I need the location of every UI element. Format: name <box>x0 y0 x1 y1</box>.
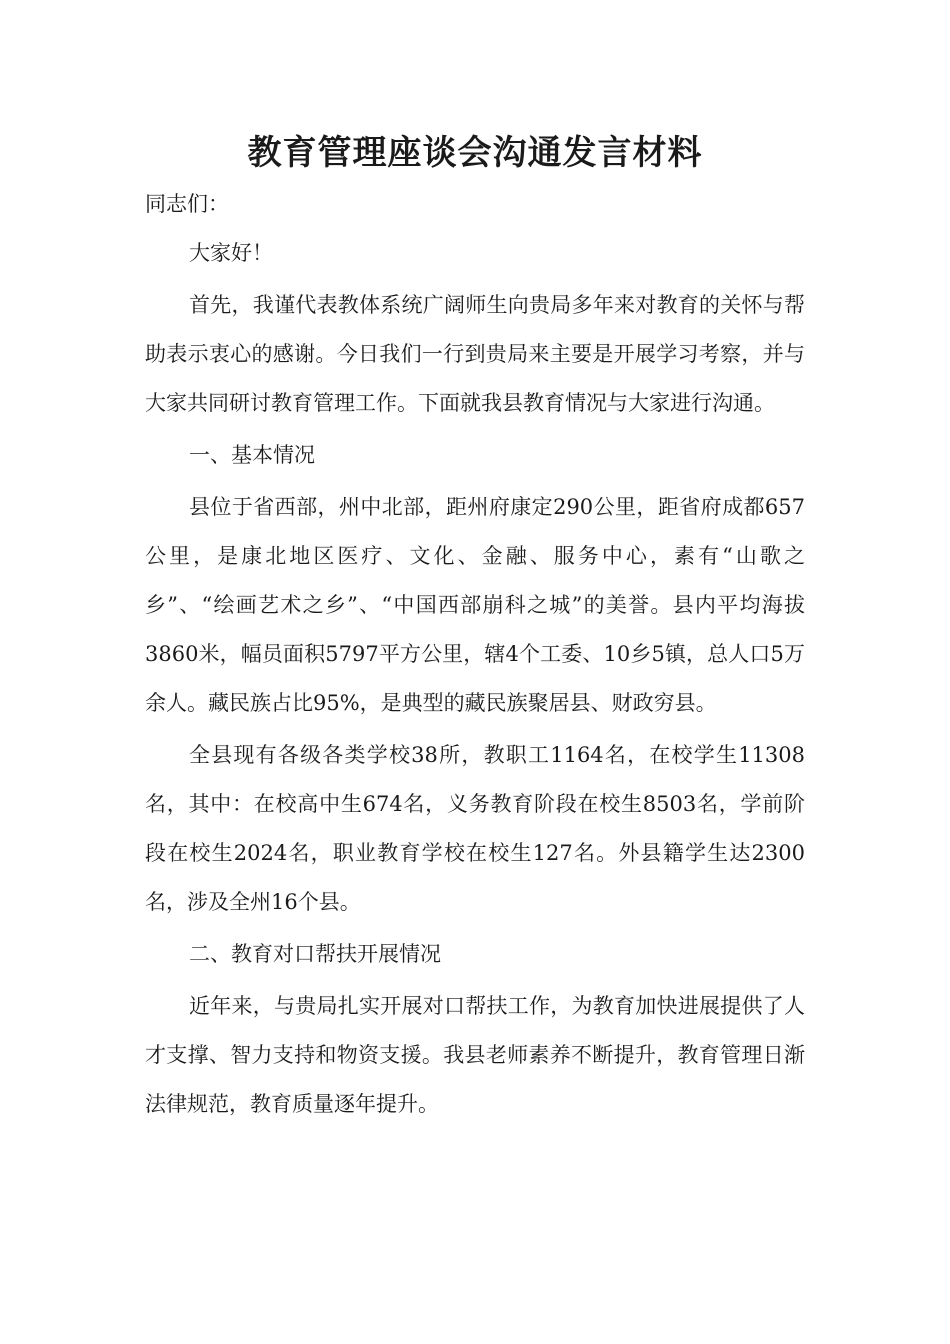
section-heading-basic-situation: 一、基本情况 <box>189 443 315 467</box>
section-heading-assistance: 二、教育对口帮扶开展情况 <box>189 942 441 966</box>
salutation: 同志们： <box>145 192 229 216</box>
assistance-paragraph-1: 近年来，与贵局扎实开展对口帮扶工作，为教育加快进展提供了人才支撑、智力支持和物资支援。我县老师素养不断提升，教育管理日渐法律规范，教育质量逐年提升。 <box>145 994 805 1116</box>
document-title: 教育管理座谈会沟通发言材料 <box>247 133 703 173</box>
basic-situation-paragraph-1: 县位于省西部，州中北部，距州府康定290公里，距省府成都657公里，是康北地区医疗、文化、金融、服务中心，素有“山歌之乡”、“绘画艺术之乡”、“中国西部崩科之城”的美誉。县内平均海拔3860米，幅员面积5797平方公里，辖4个工委、10乡5镇，总人口5万余人。藏民族占比95%，是典型的藏民族聚居县、财政穷县。 <box>145 495 805 715</box>
basic-situation-paragraph-2: 全县现有各级各类学校38所，教职工1164名，在校学生11308名，其中：在校高中生674名，义务教育阶段在校生8503名，学前阶段在校生2024名，职业教育学校在校生127名。外县籍学生达2300名，涉及全州16个县。 <box>145 743 805 914</box>
greeting: 大家好！ <box>189 241 273 265</box>
document-body <box>145 180 805 1132</box>
intro-paragraph: 首先，我谨代表教体系统广阔师生向贵局多年来对教育的关怀与帮助表示衷心的感谢。今日我们一行到贵局来主要是开展学习考察，并与大家共同研讨教育管理工作。下面就我县教育情况与大家进行沟通。 <box>145 293 805 415</box>
